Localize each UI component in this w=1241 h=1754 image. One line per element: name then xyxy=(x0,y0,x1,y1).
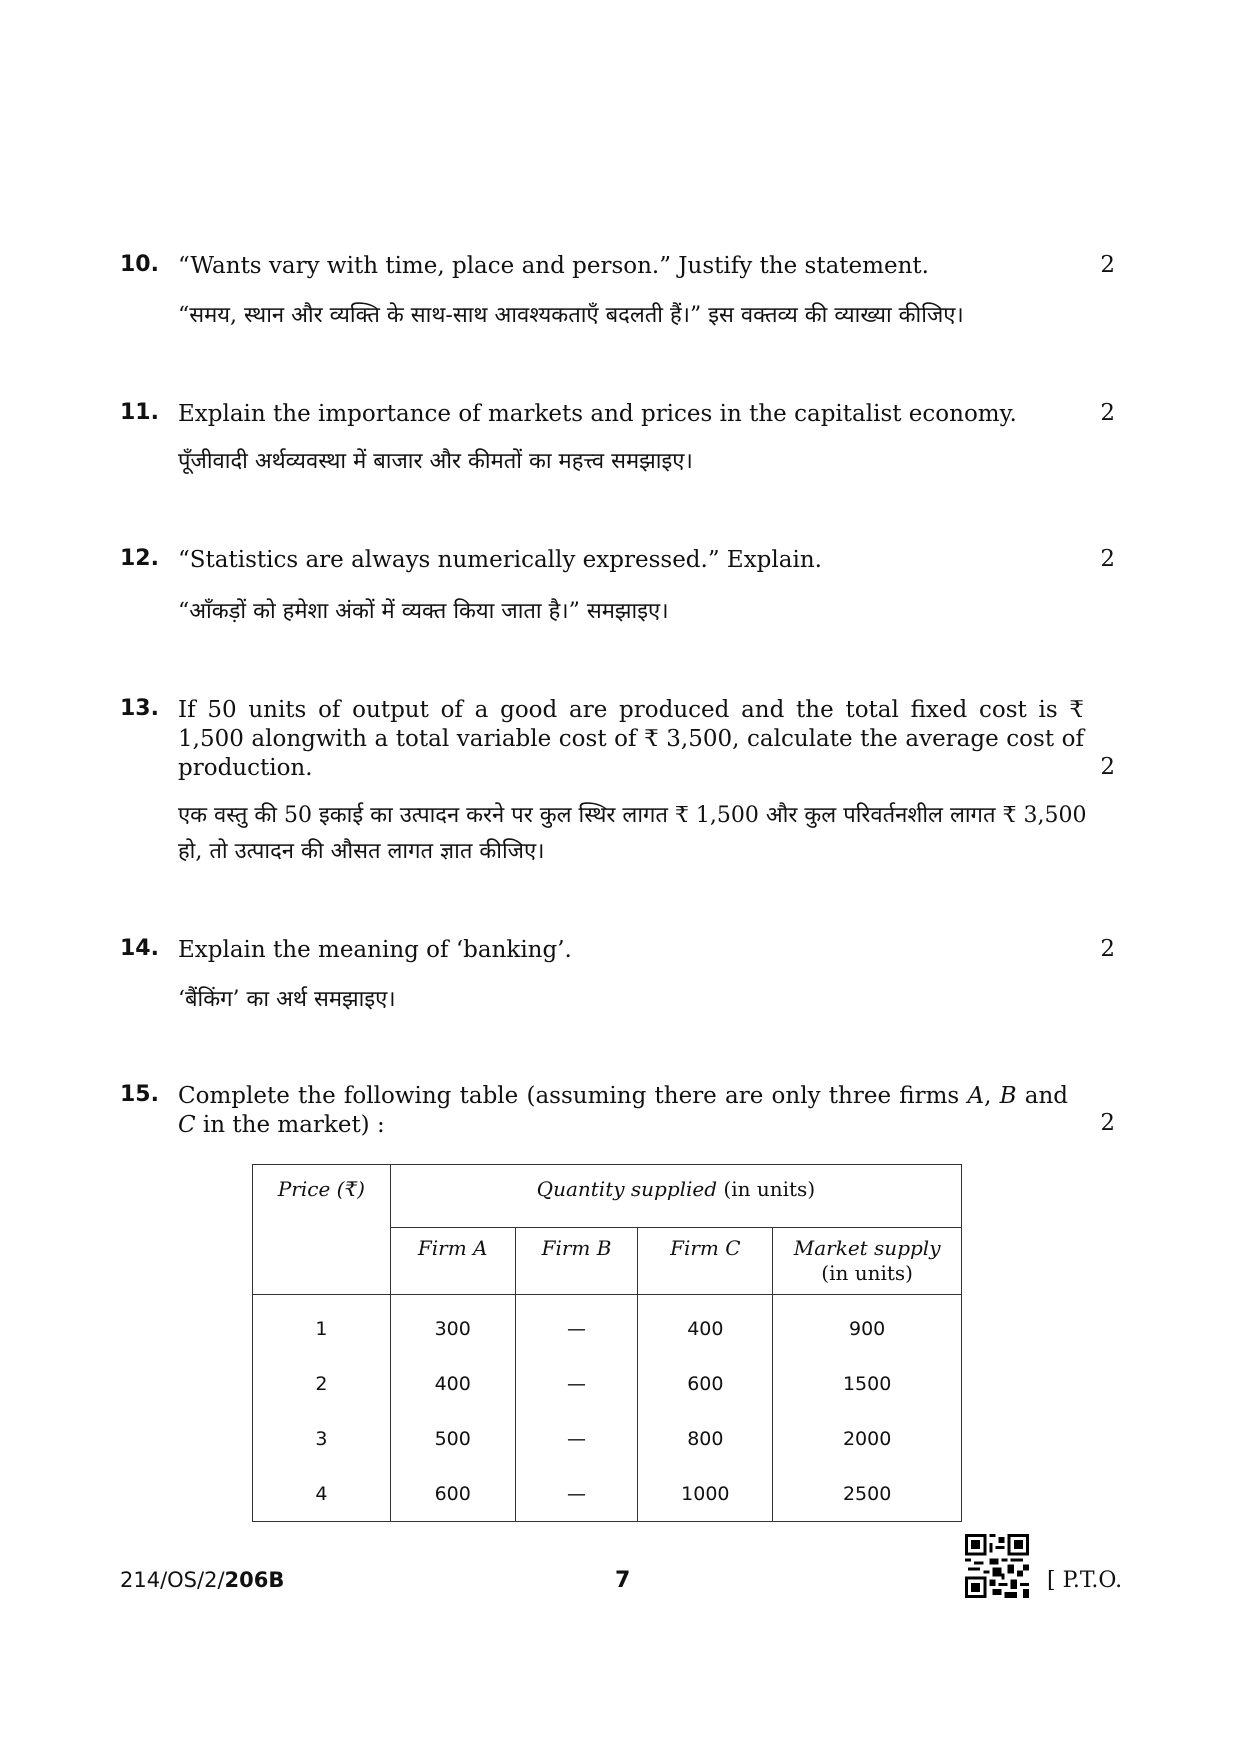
paper-code: 214/OS/2/206B xyxy=(120,1568,285,1592)
firm-c-cell: 600 xyxy=(638,1356,773,1411)
price-cell: 2 xyxy=(253,1356,391,1411)
table-row xyxy=(253,1466,962,1522)
firm-a-cell: 600 xyxy=(390,1466,515,1522)
question-marks: 2 xyxy=(1100,936,1115,962)
question-text-english: “Wants vary with time, place and person.” Justify the statement. xyxy=(178,253,929,279)
market-supply-cell: 2000 xyxy=(773,1411,962,1466)
question-number: 15. xyxy=(120,1082,159,1107)
question-number: 14. xyxy=(120,936,159,961)
question-text-hindi: ‘बैंकिंग’ का अर्थ समझाइए। xyxy=(178,987,396,1012)
question-marks: 2 xyxy=(1100,400,1115,426)
question-text-hindi: एक वस्तु की 50 इकाई का उत्पादन करने पर कुल स्थिर लागत ₹ 1,500 और कुल परिवर्तनशील लागत ₹ 3,500 हो, तो उत्पादन की औसत लागत ज्ञात कीजिए। xyxy=(178,803,1087,864)
firm-c-label: C xyxy=(178,1112,196,1138)
firm-a-cell: 400 xyxy=(390,1356,515,1411)
firm-b-header: Firm B xyxy=(515,1228,638,1295)
firm-b-cell: — xyxy=(515,1295,638,1357)
question-text-english: Explain the meaning of ‘banking’. xyxy=(178,937,572,963)
firm-b-label: B xyxy=(999,1083,1017,1109)
price-header: Price (₹) xyxy=(253,1165,391,1295)
question-number: 12. xyxy=(120,546,159,571)
market-supply-cell: 1500 xyxy=(773,1356,962,1411)
question-marks: 2 xyxy=(1100,754,1115,780)
question-marks: 2 xyxy=(1100,1110,1115,1136)
price-cell: 3 xyxy=(253,1411,391,1466)
market-supply-cell: 2500 xyxy=(773,1466,962,1522)
question-number: 11. xyxy=(120,400,159,425)
question-text-english: “Statistics are always numerically expressed.” Explain. xyxy=(178,547,822,573)
firm-c-cell: 400 xyxy=(638,1295,773,1357)
firm-b-cell: — xyxy=(515,1356,638,1411)
separator: and xyxy=(1016,1083,1069,1109)
table-row xyxy=(253,1356,962,1411)
price-cell: 1 xyxy=(253,1295,391,1357)
table-header-row xyxy=(253,1165,962,1228)
firm-a-cell: 500 xyxy=(390,1411,515,1466)
question-text-part: Complete the following table (assuming there are only three firms xyxy=(178,1083,968,1109)
table-row xyxy=(253,1295,962,1357)
page-number: 7 xyxy=(615,1568,631,1593)
question-marks: 2 xyxy=(1100,546,1115,572)
price-cell: 4 xyxy=(253,1466,391,1522)
market-supply-header: Market supply (in units) xyxy=(773,1228,962,1295)
separator: , xyxy=(984,1083,1000,1109)
firm-c-cell: 1000 xyxy=(638,1466,773,1522)
firm-b-cell: — xyxy=(515,1466,638,1522)
question-text-hindi: “समय, स्थान और व्यक्ति के साथ-साथ आवश्यकताएँ बदलती हैं।” इस वक्तव्य की व्याख्या कीजिए। xyxy=(178,303,964,328)
quantity-supplied-header: Quantity supplied (in units) xyxy=(390,1165,961,1228)
firm-a-header: Firm A xyxy=(390,1228,515,1295)
question-number: 10. xyxy=(120,252,159,277)
question-text-part: in the market) : xyxy=(195,1112,385,1138)
firm-c-cell: 800 xyxy=(638,1411,773,1466)
firm-c-header: Firm C xyxy=(638,1228,773,1295)
question-text-english: Explain the importance of markets and prices in the capitalist economy. xyxy=(178,401,1017,427)
supply-table xyxy=(252,1164,962,1522)
question-text-english xyxy=(178,1082,1068,1140)
firm-b-cell: — xyxy=(515,1411,638,1466)
question-text-hindi: “आँकड़ों को हमेशा अंकों में व्यक्त किया जाता है।” समझाइए। xyxy=(178,599,669,624)
table-row xyxy=(253,1411,962,1466)
qr-code-icon xyxy=(965,1534,1029,1598)
firm-a-label: A xyxy=(967,1083,985,1109)
pto-label: [ P.T.O. xyxy=(1047,1568,1123,1593)
question-text-hindi: पूँजीवादी अर्थव्यवस्था में बाजार और कीमतों का महत्त्व समझाइए। xyxy=(178,449,693,474)
question-number: 13. xyxy=(120,696,159,721)
market-supply-cell: 900 xyxy=(773,1295,962,1357)
question-marks: 2 xyxy=(1100,252,1115,278)
question-text-english: If 50 units of output of a good are produced and the total fixed cost is ₹ 1,500 alongwith a total variable cost of ₹ 3,500, calculate the average cost of production. xyxy=(178,697,1084,781)
firm-a-cell: 300 xyxy=(390,1295,515,1357)
